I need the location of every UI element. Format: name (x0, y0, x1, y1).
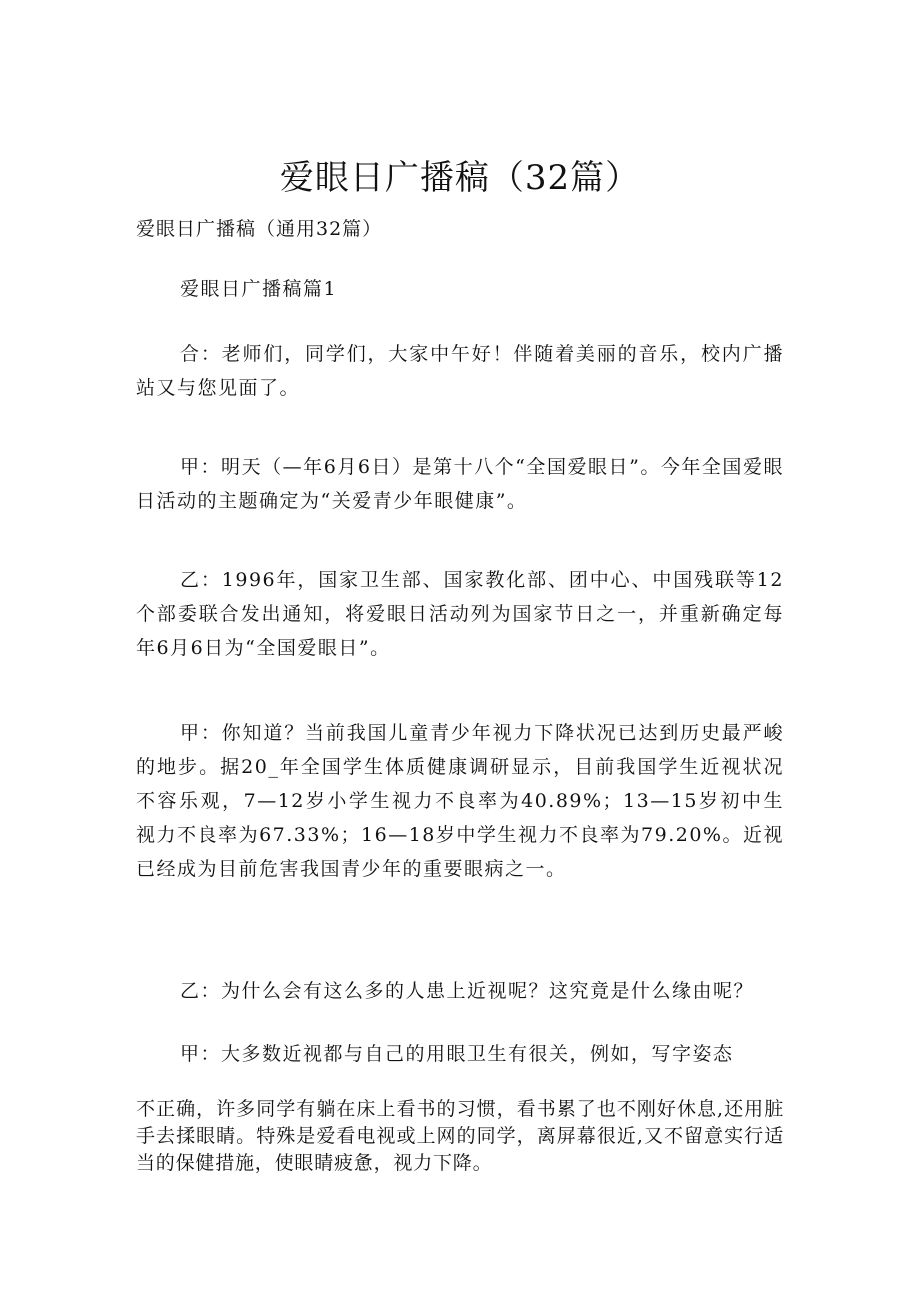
paragraph: 合：老师们，同学们，大家中午好！伴随着美丽的音乐，校内广播站又与您见面了。 (136, 343, 784, 399)
paragraph: 乙：1996年，国家卫生部、国家教化部、团中心、中国残联等12个部委联合发出通知，将爱眼日活动列为国家节日之一，并重新确定每年6月6日为“全国爱眼日”。 (136, 569, 784, 659)
document-subtitle: 爱眼日广播稿（通用32篇） (136, 218, 383, 240)
paragraph: 甲：大多数近视都与自己的用眼卫生有很关，例如，写字姿态 (180, 1043, 734, 1065)
section-heading: 爱眼日广播稿篇1 (180, 278, 338, 300)
paragraph: 甲：你知道？当前我国儿童青少年视力下降状况已达到历史最严峻的地步。据20_年全国学生体质健康调研显示，目前我国学生近视状况不容乐观，7—12岁小学生视力不良率为40.89%；13—15岁初中生视力不良率为67.33%；16—18岁中学生视力不良率为79.20%。近视已经成为目前危害我国青少年的重要眼病之一。 (136, 722, 784, 880)
paragraph: 不正确，许多同学有躺在床上看书的习惯，看书累了也不刚好休息,还用脏手去揉眼睛。特殊是爱看电视或上网的同学，离屏幕很近,又不留意实行适当的保健措施，使眼睛疲惫，视力下降。 (136, 1098, 784, 1174)
paragraph: 甲：明天（—年6月6日）是第十八个“全国爱眼日”。今年全国爱眼日活动的主题确定为“关爱青少年眼健康”。 (136, 456, 784, 512)
paragraph: 乙：为什么会有这么多的人患上近视呢？这究竟是什么缘由呢？ (180, 980, 755, 1002)
document-title: 爱眼日广播稿（32篇） (279, 158, 641, 198)
